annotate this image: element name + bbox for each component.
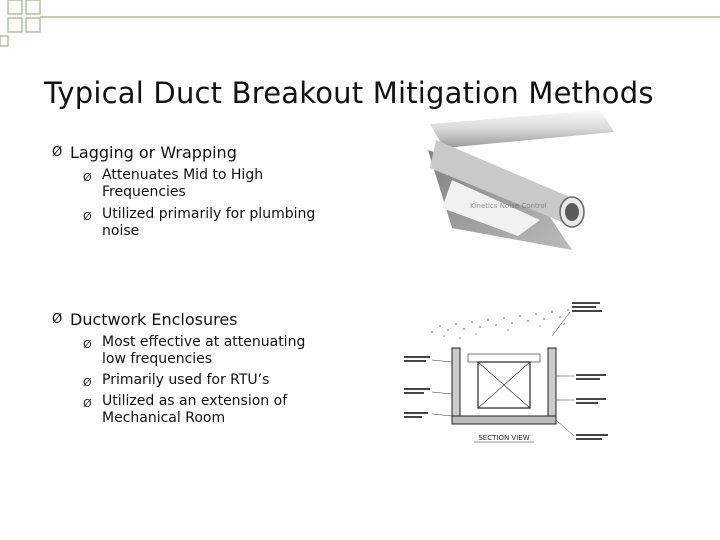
bullet-arrow-icon: Ø	[83, 376, 92, 389]
sub-bullet-text: Most effective at attenuating low frequencies	[102, 334, 306, 367]
bullet-arrow-icon: Ø	[52, 312, 63, 327]
bullet-text: Ductwork Enclosures	[70, 310, 238, 329]
sub-bullet	[83, 393, 333, 427]
bullet-text: Lagging or Wrapping	[70, 143, 237, 162]
diagram-caption: SECTION VIEW	[478, 434, 530, 442]
slide-title: Typical Duct Breakout Mitigation Methods	[44, 76, 654, 110]
photo-watermark: Kinetics Noise Control	[470, 202, 547, 210]
sub-bullet	[83, 334, 333, 368]
bullet-arrow-icon: Ø	[83, 397, 92, 410]
deco-square	[8, 18, 22, 32]
bullet-arrow-icon: Ø	[83, 338, 92, 351]
bullet-arrow-icon: Ø	[83, 210, 92, 223]
bullet-arrow-icon: Ø	[83, 171, 92, 184]
sub-bullet-text: Primarily used for RTU’s	[102, 372, 270, 388]
pipe-lagging-photo	[422, 110, 622, 260]
sub-bullet-text: Attenuates Mid to High Frequencies	[102, 167, 264, 200]
bullet-arrow-icon: Ø	[52, 145, 63, 160]
sub-bullet	[83, 167, 333, 201]
deco-square	[8, 0, 22, 14]
sub-bullet	[83, 206, 333, 240]
bullet-enclosures	[52, 310, 238, 329]
deco-square	[26, 18, 40, 32]
deco-square	[26, 0, 40, 14]
duct-enclosure-section-diagram	[402, 296, 614, 446]
sub-bullet	[83, 372, 333, 391]
sub-bullet-text: Utilized primarily for plumbing noise	[102, 206, 316, 239]
title-decoration	[0, 0, 720, 50]
bullet-lagging	[52, 143, 237, 162]
sub-bullet-text: Utilized as an extension of Mechanical Room	[102, 393, 288, 426]
deco-square	[0, 36, 8, 46]
